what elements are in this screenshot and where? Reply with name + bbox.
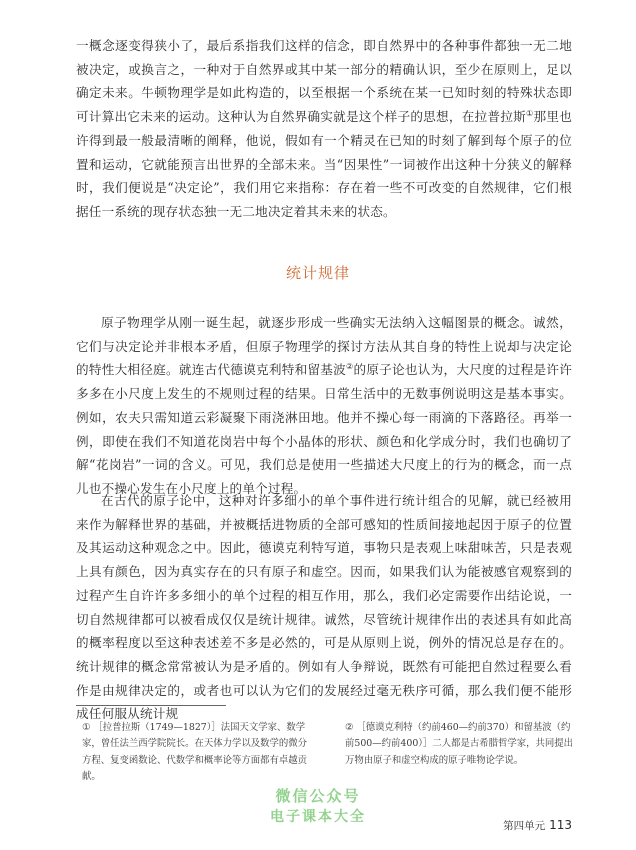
footnote-ref-2[interactable]: ②	[346, 362, 354, 372]
page-number: 113	[549, 818, 572, 832]
footnote-2-mark: ②	[345, 722, 354, 733]
para1-text-a: 原子物理学从刚一诞生起，就逐步形成一些确实无法纳入这幅图景的概念。诚然，它们与决定论并非根本矛盾，但原子物理学的探讨方法从其自身的特性上说却与决定论的特性大相径庭。就连古代德谟克利特和留基波	[76, 315, 572, 378]
intro-paragraph	[76, 34, 572, 224]
intro-text-a: 一概念逐变得狭小了，最后系指我们这样的信念，即自然界中的各种事件都独一无二地被决定，或换言之，一种对于自然界或其中某一部分的精确认识，至少在原则上，足以确定未来。牛顿物理学是如此构造的，以至根据一个系统在某一已知时刻的特殊状态即可计算出它未来的运动。这种认为自然界确实就是这个样子的思想，在拉普拉斯	[76, 38, 572, 125]
body-paragraph-2: 在古代的原子论中，这种对许多细小的单个事件进行统计组合的见解，就已经被用来作为解释世界的基础，并被概括进物质的全部可感知的性质间接地起因于原子的位置及其运动这种观念之中。因此，德谟克利特写道，事物只是表观上味甜味苦，只是表观上具有颜色，因为真实存在的只有原子和虚空。因而，如果我们认为能被感官观察到的过程产生自许许多多细小的单个过程的相互作用，那么，我们必定需要作出结论说，一切自然规律都可以被看成仅仅是统计规律。诚然，尽管统计规律作出的表述具有如此高的概率程度以至这种表述差不多是必然的，可是从原则上说，例外的情况总是存在的。统计规律的概念常常被认为是矛盾的。例如有人争辩说，既然有可能把自然过程要么看作是由规律决定的，或者也可以认为它们的发展经过毫无秩序可循，那么我们便不能形成任何服从统计规	[76, 493, 572, 722]
footnote-1	[82, 720, 310, 786]
unit-label: 第四单元	[503, 820, 546, 832]
footnote-1-mark: ①	[82, 722, 91, 733]
section-title: 统计规律	[285, 264, 350, 282]
body-paragraph-1	[76, 311, 572, 501]
footnote-divider	[76, 705, 226, 706]
watermark-line-1: 微信公众号	[275, 787, 361, 805]
footnote-1-text: ［拉普拉斯（1749—1827）］法国天文学家、数学家，曾任法兰西学院院长。在天体力学以及数学的微分方程、复变函数论、代数学和概率论等方面都有卓越贡献。	[82, 722, 308, 783]
para1-text-b: 的原子论也认为，大尺度的过程是许许多多在小尺度上发生的不规则过程的结果。日常生活中的无数事例说明这是基本事实。例如，农夫只需知道云彩凝聚下雨浇淋田地。他并不操心每一雨滴的下落路径。再举一例，即使在我们不知道花岗岩中每个小晶体的形状、颜色和化学成分时，我们也确切了解“花岗岩”一词的含义。可见，我们总是使用一些描述大尺度上的行为的概念，而一点儿也不操心发生在小尺度上的单个过程。	[76, 362, 572, 496]
footnote-2-text: ［德谟克利特（约前460—约前370）和留基波（约前500—约前400）］二人都是古希腊哲学家，共同提出万物由原子和虚空构成的原子唯物论学说。	[345, 722, 573, 766]
footnote-ref-1[interactable]: ①	[526, 108, 534, 118]
footnote-2	[345, 720, 575, 769]
page-footer	[503, 818, 572, 833]
intro-text-b: 那里也许得到最一般最清晰的阐释，他说，假如有一个精灵在已知的时刻了解到每个原子的位置和运动，它就能预言出世界的全部未来。当“因果性”一词被作出这种十分狭义的解释时，我们便说是“决定论”，我们用它来指称：存在着一些不可改变的自然规律，它们根据任一系统的现存状态独一无二地决定着其未来的状态。	[76, 109, 572, 219]
watermark-line-2: 电子课本大全	[270, 809, 366, 825]
